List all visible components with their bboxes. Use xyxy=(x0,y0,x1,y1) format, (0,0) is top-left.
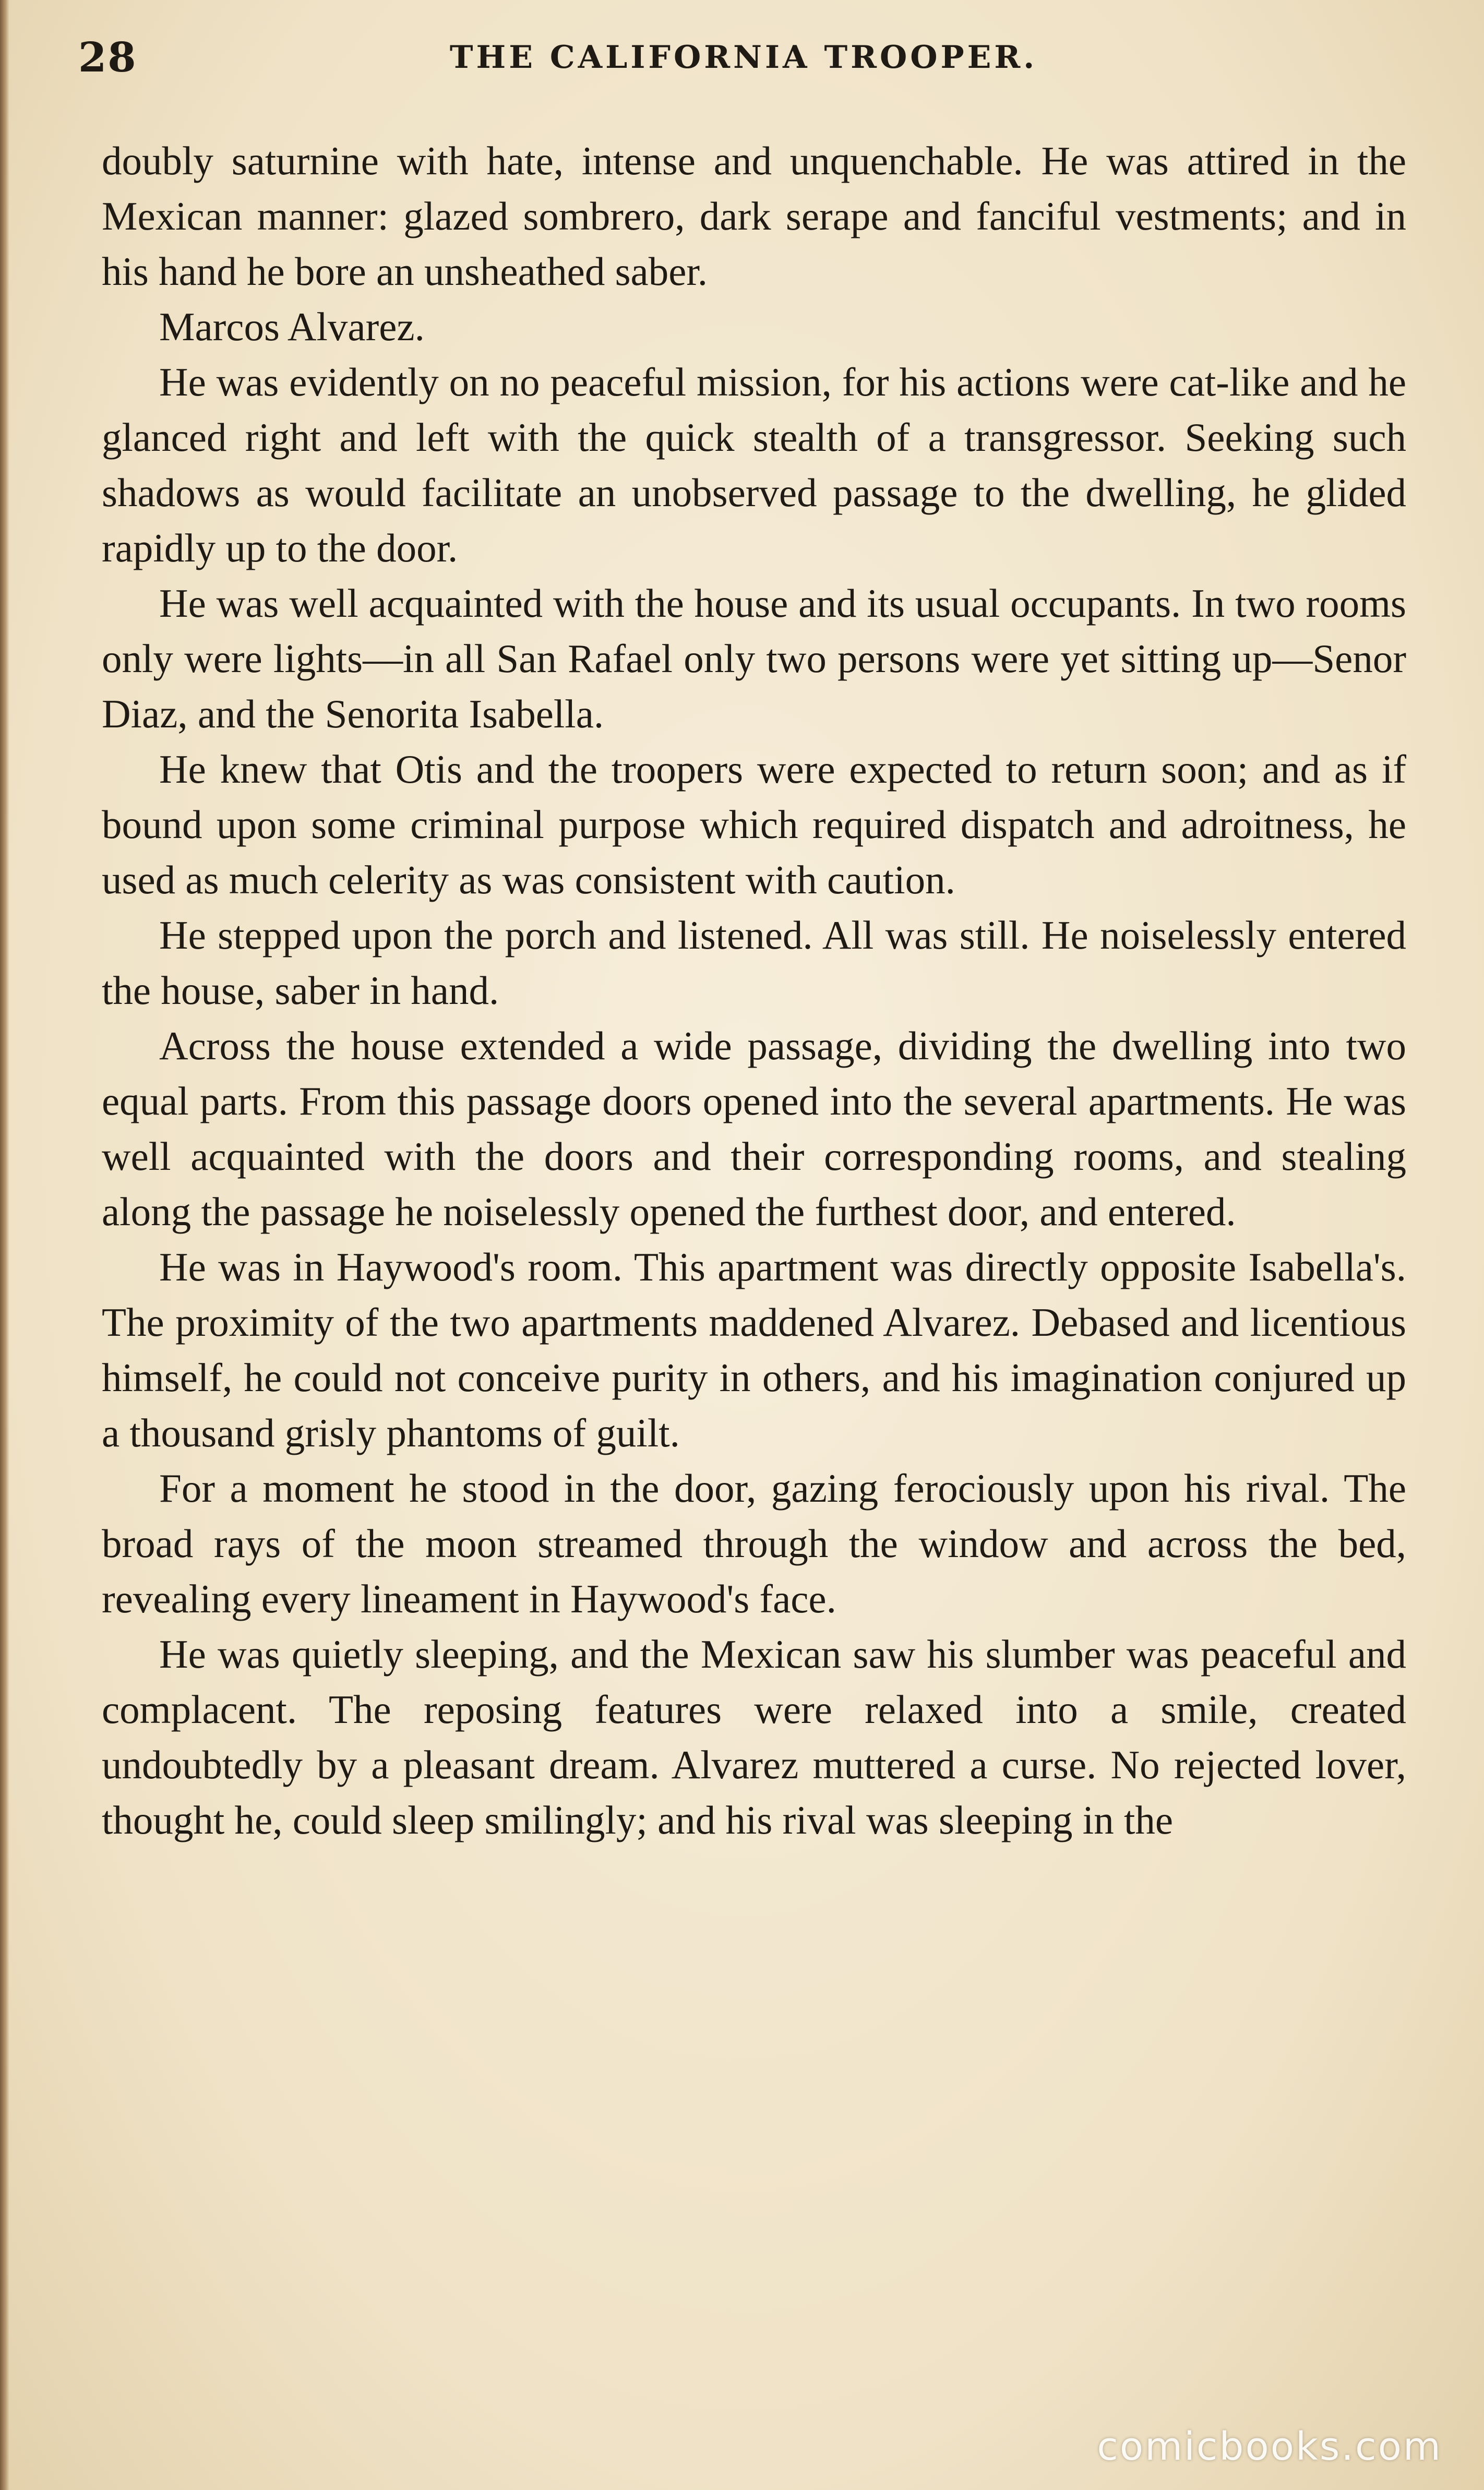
running-head: THE CALIFORNIA TROOPER. xyxy=(449,39,1038,76)
paragraph: doubly saturnine with hate, intense and unquenchable. He was attired in the Mexican manner: glazed sombrero, dark serape and fanciful vestments; and in his hand he bore an unsheathed saber. xyxy=(102,138,1406,294)
paragraph: He was well acquainted with the house and its usual occupants. In two rooms only were lights—in all San Rafael only two persons were yet sitting up—Senor Diaz, and the Senorita Isabella. xyxy=(102,581,1406,736)
body-text xyxy=(102,133,1406,1848)
page-number: 28 xyxy=(78,34,137,81)
paragraph: Marcos Alvarez. xyxy=(159,304,425,349)
paragraph: For a moment he stood in the door, gazing ferociously upon his rival. The broad rays of the moon streamed through the window and across the bed, revealing every lineament in Haywood's face. xyxy=(102,1466,1406,1621)
page-edge-shadow xyxy=(0,0,9,2490)
paragraph: He was in Haywood's room. This apartment was directly opposite Isabella's. The proximity of the two apartments maddened Alvarez. Debased and licentious himself, he could not conceive purity in others, and his imagination conjured up a thousand grisly phantoms of guilt. xyxy=(102,1244,1406,1455)
paragraph: He was quietly sleeping, and the Mexican saw his slumber was peaceful and complacent. The reposing features were relaxed into a smile, created undoubtedly by a pleasant dream. Alvarez muttered a curse. No rejected lover, thought he, could sleep smilingly; and his rival was sleeping in the xyxy=(102,1632,1406,1842)
paragraph: He stepped upon the porch and listened. All was still. He noiselessly entered the house, saber in hand. xyxy=(102,913,1406,1013)
watermark: comicbooks.com xyxy=(1097,2424,1442,2469)
page-header xyxy=(78,29,1409,86)
paragraph: He was evidently on no peaceful mission, for his actions were cat-like and he glanced right and left with the quick stealth of a transgressor. Seeking such shadows as would facilitate an unobserved passage to the dwelling, he glided rapidly up to the door. xyxy=(102,360,1406,570)
paragraph: He knew that Otis and the troopers were expected to return soon; and as if bound upon some criminal purpose which required dispatch and adroitness, he used as much celerity as was consistent with caution. xyxy=(102,747,1406,902)
paragraph: Across the house extended a wide passage, dividing the dwelling into two equal parts. From this passage doors opened into the several apartments. He was well acquainted with the doors and their corresponding rooms, and stealing along the passage he noiselessly opened the furthest door, and entered. xyxy=(102,1023,1406,1234)
